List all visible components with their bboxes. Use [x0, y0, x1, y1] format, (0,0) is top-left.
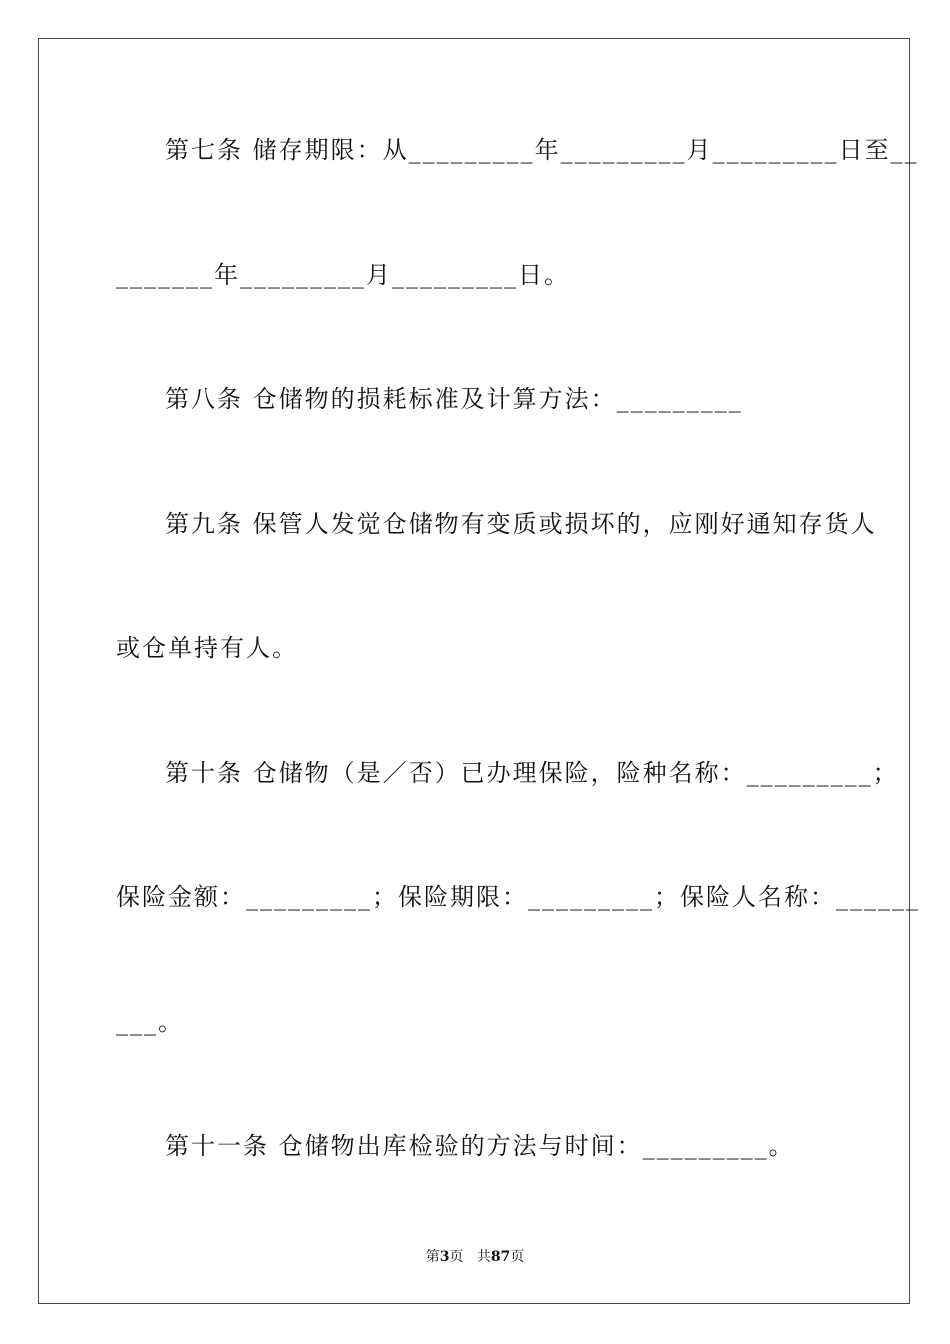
- page-footer: [0, 1248, 950, 1266]
- article-7-line-1: 第七条 储存期限：从_________年_________月_________日至__: [165, 136, 919, 164]
- article-10-line-3: ___。: [116, 1008, 184, 1036]
- total-pages: 87: [490, 1249, 511, 1265]
- page-number: 3: [439, 1249, 450, 1265]
- article-10-line-2: 保险金额：_________；保险期限：_________；保险人名称：______: [116, 883, 920, 911]
- total-prefix: 共: [476, 1249, 491, 1265]
- article-8-line: 第八条 仓储物的损耗标准及计算方法：_________: [165, 385, 743, 413]
- article-10-line-1: 第十条 仓储物（是／否）已办理保险，险种名称：_________；: [165, 759, 899, 787]
- total-suffix: 页: [510, 1249, 525, 1265]
- article-7-line-2: _______年_________月_________日。: [116, 261, 570, 289]
- article-9-line-2: 或仓单持有人。: [116, 634, 298, 662]
- article-11-line: 第十一条 仓储物出库检验的方法与时间：_________。: [165, 1132, 795, 1160]
- page-prefix: 第: [425, 1249, 440, 1265]
- article-9-line-1: 第九条 保管人发觉仓储物有变质或损坏的，应刚好通知存货人: [165, 510, 877, 538]
- page-suffix: 页: [449, 1249, 464, 1265]
- page-border: [38, 38, 910, 1304]
